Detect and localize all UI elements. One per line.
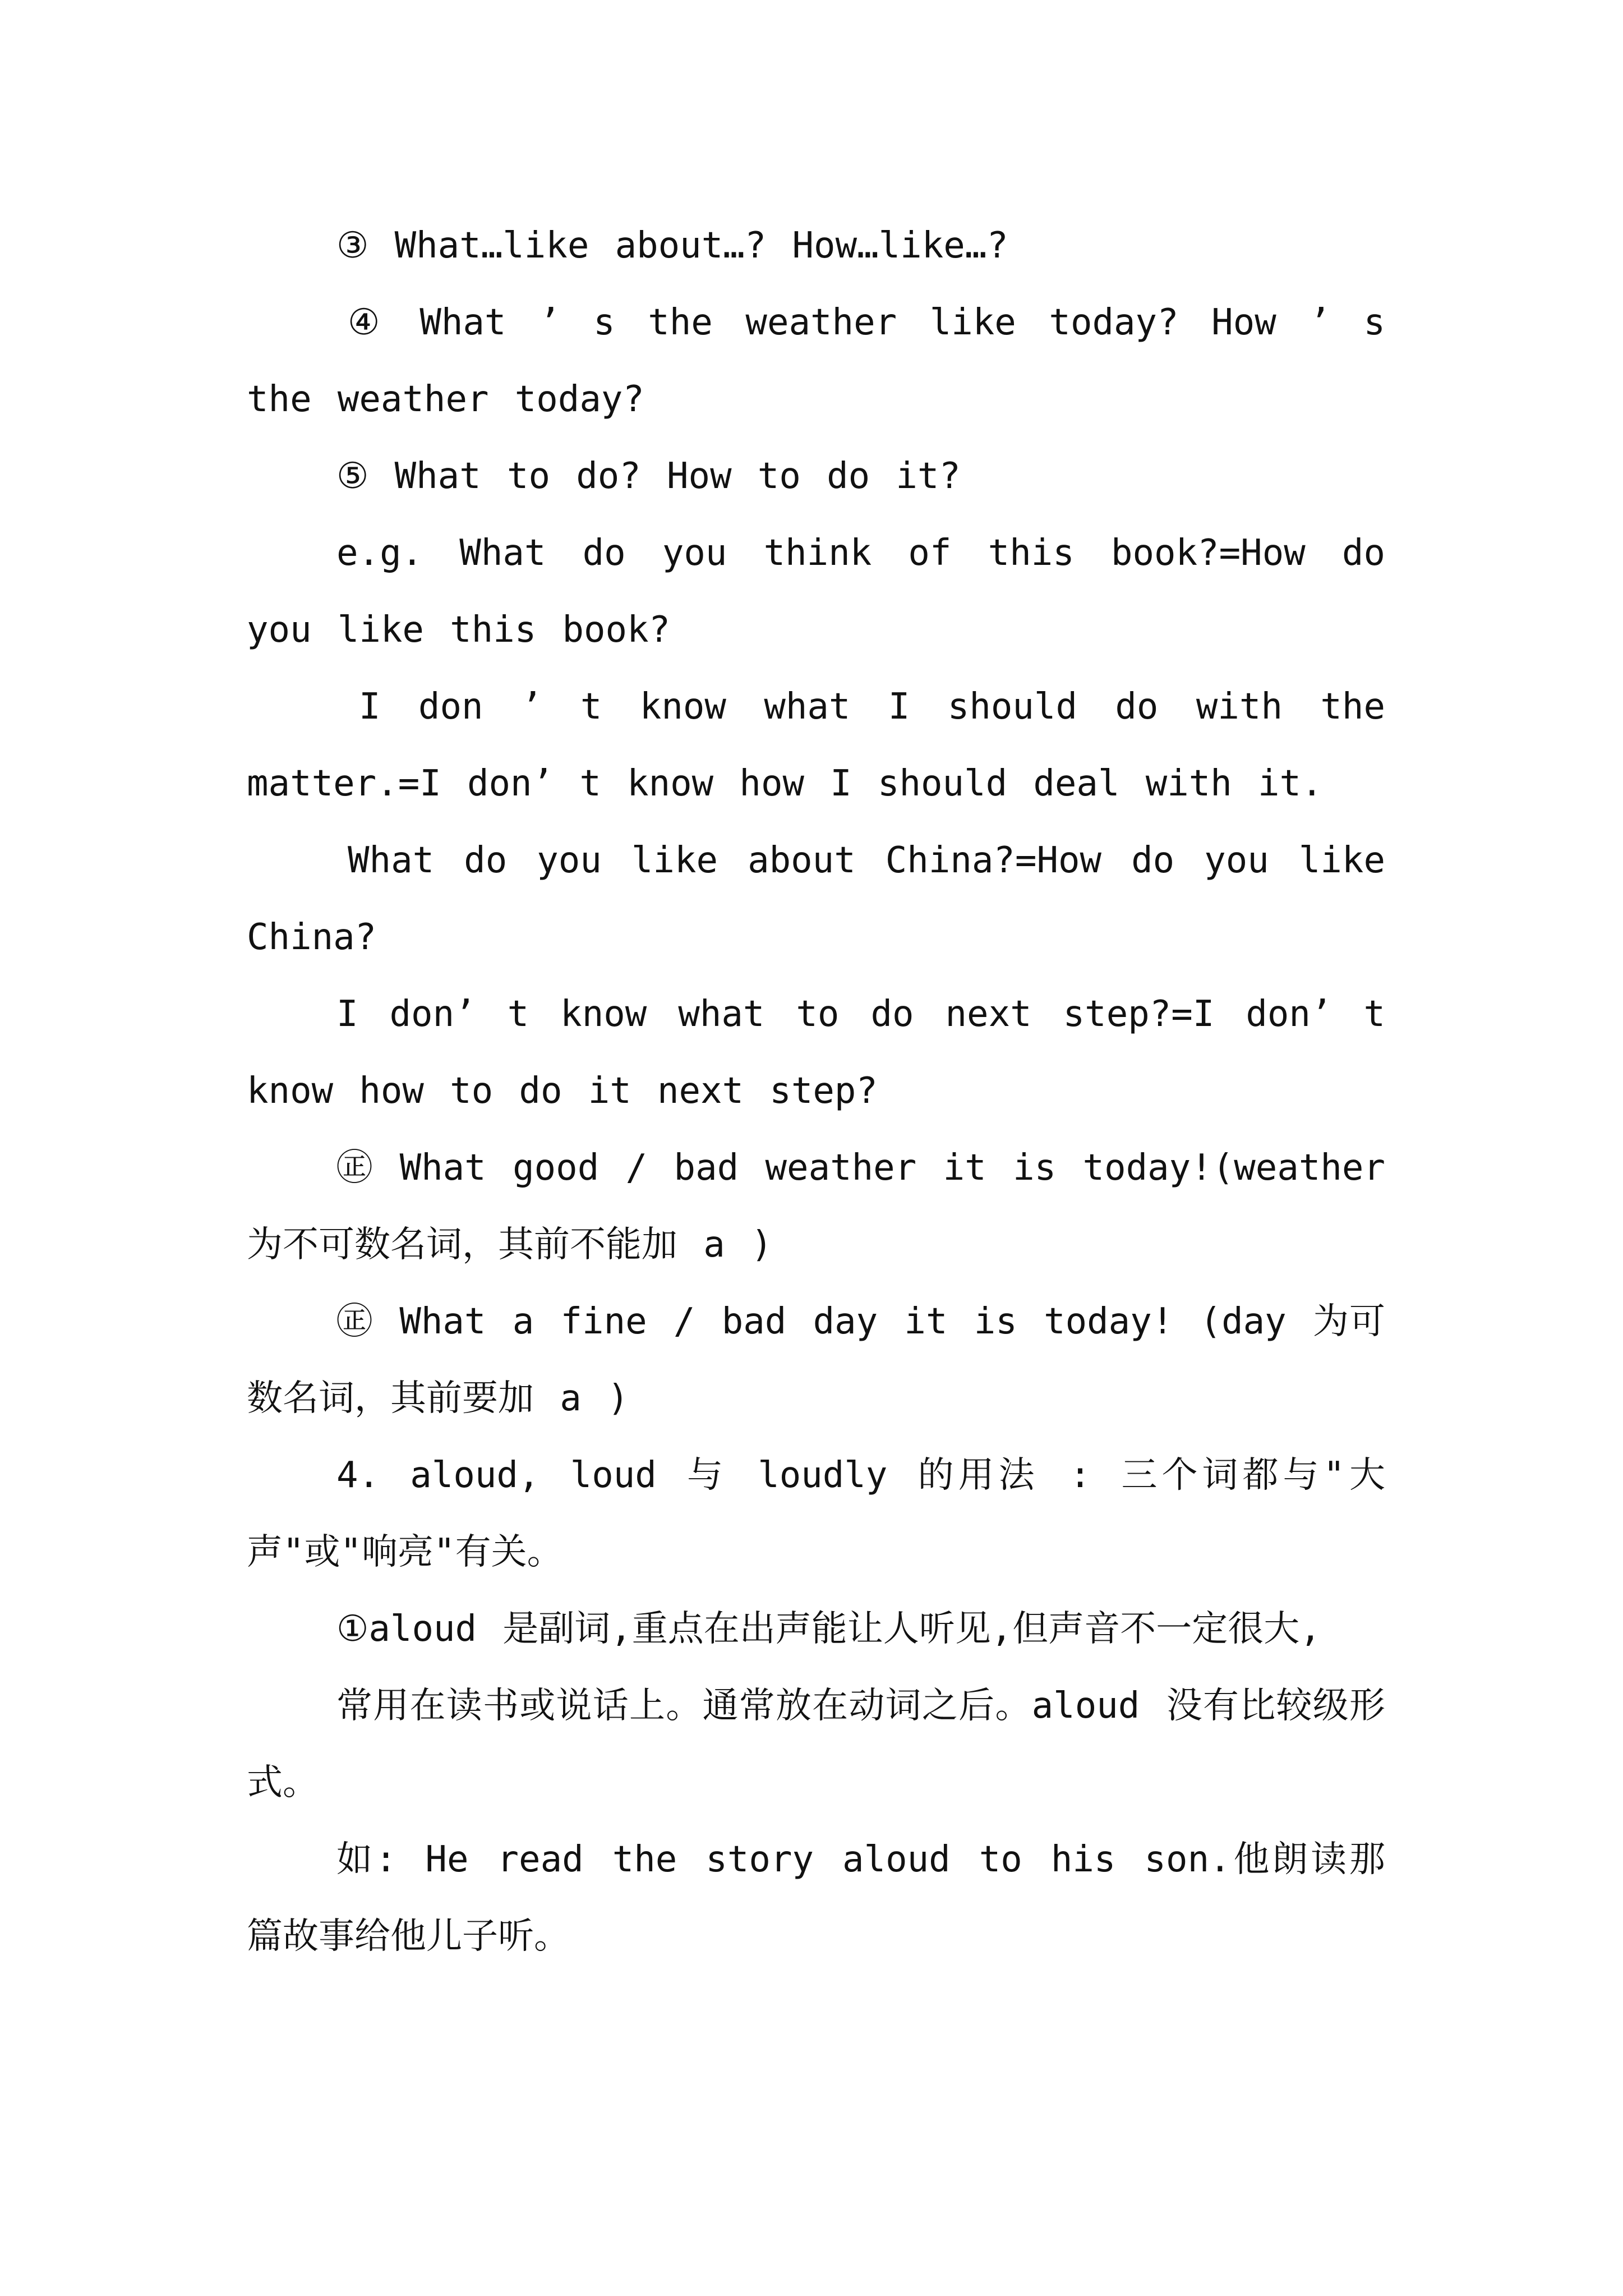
paragraph-weather-note: ㊣ What good / bad weather it is today!(weather 为不可数名词，其前不能加 a ): [247, 1147, 1385, 1266]
paragraph-example-china: What do you like about China?=How do you like China?: [247, 840, 1385, 958]
paragraph-section-4-heading: 4. aloud, loud 与 loudly 的用法 : 三个词都与"大声"或"响亮"有关。: [247, 1455, 1385, 1573]
paragraph-item-4: ④ What ’ s the weather like today? How ’ s the weather today?: [247, 302, 1385, 420]
paragraph-example-book: e.g. What do you think of this book?=How do you like this book?: [247, 532, 1385, 651]
paragraph-aloud-definition: ①aloud 是副词,重点在出声能让人听见,但声音不一定很大,: [336, 1608, 1321, 1650]
paragraph-aloud-usage: 常用在读书或说话上。通常放在动词之后。aloud 没有比较级形式。: [247, 1685, 1385, 1803]
paragraph-example-matter: I don ’ t know what I should do with the matter.=I don’ t know how I should deal with it.: [247, 686, 1385, 804]
document-body: [247, 208, 1385, 1975]
paragraph-aloud-example: 如: He read the story aloud to his son.他朗读那篇故事给他儿子听。: [247, 1839, 1385, 1957]
paragraph-day-note: ㊣ What a fine / bad day it is today! (day 为可数名词，其前要加 a ): [247, 1301, 1385, 1419]
paragraph-example-next-step: I don’ t know what to do next step?=I don’ t know how to do it next step?: [247, 993, 1385, 1112]
paragraph-item-5: ⑤ What to do? How to do it?: [336, 455, 961, 497]
paragraph-item-3: ③ What…like about…? How…like…?: [336, 225, 1008, 266]
